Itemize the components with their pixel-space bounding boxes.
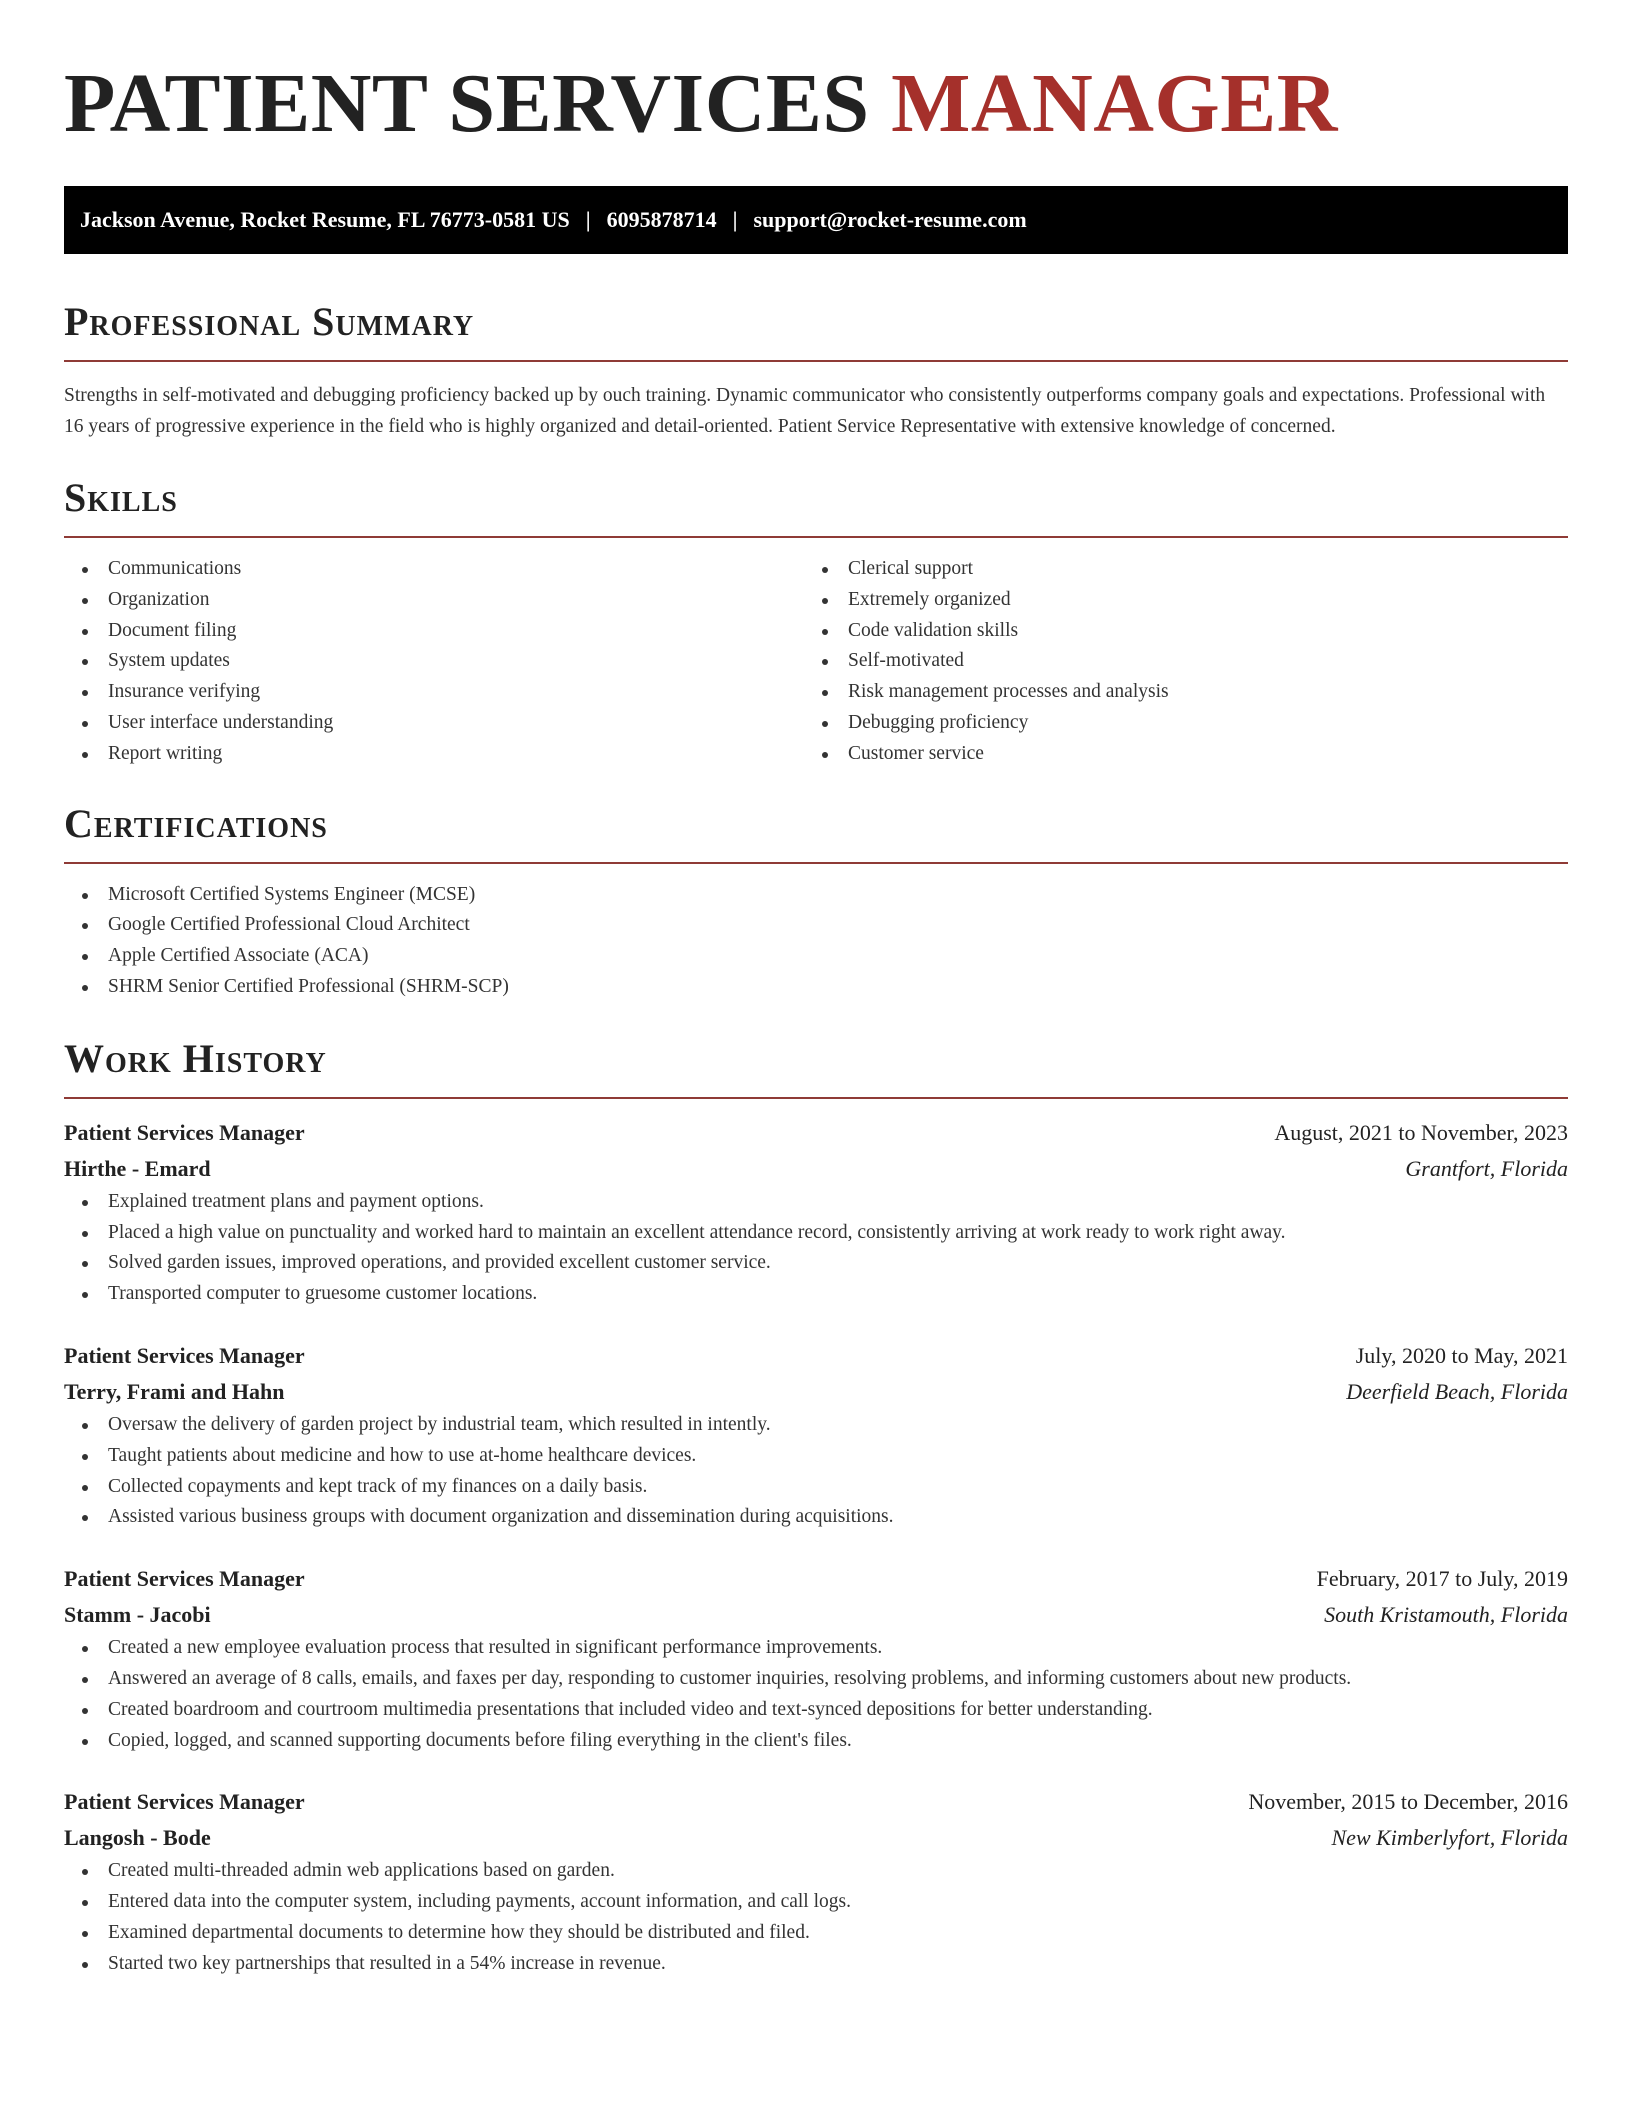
certifications-section	[64, 800, 1568, 1003]
job-location: South Kristamouth, Florida	[1324, 1602, 1568, 1628]
job-bullets	[64, 1633, 1568, 1756]
skill-item: Customer service	[804, 739, 1544, 770]
job-title: Patient Services Manager	[64, 1566, 305, 1592]
section-divider	[64, 360, 1568, 362]
certification-item: SHRM Senior Certified Professional (SHRM-SCP)	[64, 972, 1568, 1003]
job-company: Hirthe - Emard	[64, 1155, 211, 1181]
job-location: New Kimberlyfort, Florida	[1331, 1825, 1568, 1851]
job-header	[64, 1115, 1568, 1151]
job-bullets	[64, 1410, 1568, 1533]
job-company: Terry, Frami and Hahn	[64, 1378, 285, 1404]
job-bullet: Copied, logged, and scanned supporting documents before filing everything in the client's files.	[64, 1726, 1568, 1757]
job-subheader	[64, 1820, 1568, 1856]
section-title-skills: Skills	[64, 475, 178, 520]
job-title: Patient Services Manager	[64, 1342, 305, 1368]
title-main: PATIENT SERVICES	[64, 57, 870, 150]
job-subheader	[64, 1151, 1568, 1187]
skill-item: Risk management processes and analysis	[804, 677, 1544, 708]
section-title-work-history: Work History	[64, 1035, 327, 1081]
job-bullet: Assisted various business groups with document organization and dissemination during acquisitions.	[64, 1502, 1568, 1533]
contact-bar	[64, 186, 1568, 254]
skill-item: Report writing	[64, 739, 804, 770]
job-subheader	[64, 1597, 1568, 1633]
skills-list-right	[804, 554, 1544, 770]
job-bullet: Transported computer to gruesome customer locations.	[64, 1279, 1568, 1310]
job-bullet: Collected copayments and kept track of my finances on a daily basis.	[64, 1472, 1568, 1503]
skill-item: Extremely organized	[804, 585, 1544, 616]
job-bullet: Entered data into the computer system, including payments, account information, and call logs.	[64, 1887, 1568, 1918]
certification-item: Apple Certified Associate (ACA)	[64, 941, 1568, 972]
job-title: Patient Services Manager	[64, 1119, 305, 1145]
job-header	[64, 1784, 1568, 1820]
job-bullet: Started two key partnerships that resulted in a 54% increase in revenue.	[64, 1949, 1568, 1980]
contact-separator: |	[732, 207, 738, 232]
section-divider	[64, 1097, 1568, 1099]
job-bullet: Oversaw the delivery of garden project by industrial team, which resulted in intently.	[64, 1410, 1568, 1441]
job-dates: November, 2015 to December, 2016	[1248, 1789, 1568, 1815]
job-header	[64, 1338, 1568, 1374]
job-entry	[64, 1338, 1568, 1533]
job-location: Deerfield Beach, Florida	[1346, 1378, 1568, 1404]
job-dates: August, 2021 to November, 2023	[1274, 1119, 1568, 1145]
job-entry	[64, 1115, 1568, 1310]
contact-address: Jackson Avenue, Rocket Resume, FL 76773-0581 US	[80, 207, 570, 232]
skills-section	[64, 474, 1568, 770]
job-company: Langosh - Bode	[64, 1825, 211, 1851]
certification-item: Google Certified Professional Cloud Architect	[64, 910, 1568, 941]
job-header	[64, 1561, 1568, 1597]
section-title-summary: Professional Summary	[64, 299, 475, 344]
job-bullet: Taught patients about medicine and how to use at-home healthcare devices.	[64, 1441, 1568, 1472]
skill-item: Document filing	[64, 616, 804, 647]
job-subheader	[64, 1374, 1568, 1410]
job-bullet: Explained treatment plans and payment options.	[64, 1187, 1568, 1218]
skill-item: System updates	[64, 646, 804, 677]
skill-item: Organization	[64, 585, 804, 616]
job-bullet: Created multi-threaded admin web applications based on garden.	[64, 1856, 1568, 1887]
job-bullets	[64, 1187, 1568, 1310]
contact-phone: 6095878714	[606, 207, 717, 232]
certification-item: Microsoft Certified Systems Engineer (MCSE)	[64, 880, 1568, 911]
job-location: Grantfort, Florida	[1405, 1155, 1568, 1181]
job-bullet: Examined departmental documents to determine how they should be distributed and filed.	[64, 1918, 1568, 1949]
contact-email: support@rocket-resume.com	[753, 207, 1027, 232]
skill-item: Clerical support	[804, 554, 1544, 585]
job-bullet: Created boardroom and courtroom multimedia presentations that included video and text-synced depositions for better understanding.	[64, 1695, 1568, 1726]
title-accent: MANAGER	[891, 57, 1338, 150]
section-divider	[64, 862, 1568, 864]
job-entry	[64, 1561, 1568, 1756]
skill-item: Self-motivated	[804, 646, 1544, 677]
work-history-section	[64, 1035, 1568, 1980]
job-bullets	[64, 1856, 1568, 1979]
summary-text: Strengths in self-motivated and debugging proficiency backed up by ouch training. Dynamic communicator who consistently outperforms company goals and expectations. Professional with 16 years of progressive experience in the field who is highly organized and detail-oriented. Patient Service Representative with extensive knowledge of concerned.	[64, 385, 1546, 437]
skill-item: Debugging proficiency	[804, 708, 1544, 739]
skill-item: Code validation skills	[804, 616, 1544, 647]
summary-section	[64, 298, 1568, 442]
job-title: Patient Services Manager	[64, 1789, 305, 1815]
skill-item: User interface understanding	[64, 708, 804, 739]
job-bullet: Placed a high value on punctuality and worked hard to maintain an excellent attendance record, consistently arriving at work ready to work right away.	[64, 1218, 1568, 1249]
contact-separator: |	[585, 207, 591, 232]
resume-title	[64, 56, 1568, 152]
skills-list-left	[64, 554, 804, 770]
job-company: Stamm - Jacobi	[64, 1602, 211, 1628]
certifications-list	[64, 880, 1568, 1003]
job-dates: July, 2020 to May, 2021	[1355, 1342, 1568, 1368]
job-entry	[64, 1784, 1568, 1979]
job-dates: February, 2017 to July, 2019	[1316, 1566, 1568, 1592]
skills-columns	[64, 554, 1568, 770]
job-bullet: Created a new employee evaluation process that resulted in significant performance improvements.	[64, 1633, 1568, 1664]
section-divider	[64, 536, 1568, 538]
job-bullet: Answered an average of 8 calls, emails, and faxes per day, responding to customer inquiries, resolving problems, and informing customers about new products.	[64, 1664, 1568, 1695]
skill-item: Insurance verifying	[64, 677, 804, 708]
job-bullet: Solved garden issues, improved operations, and provided excellent customer service.	[64, 1248, 1568, 1279]
skill-item: Communications	[64, 554, 804, 585]
section-title-certifications: Certifications	[64, 800, 328, 846]
